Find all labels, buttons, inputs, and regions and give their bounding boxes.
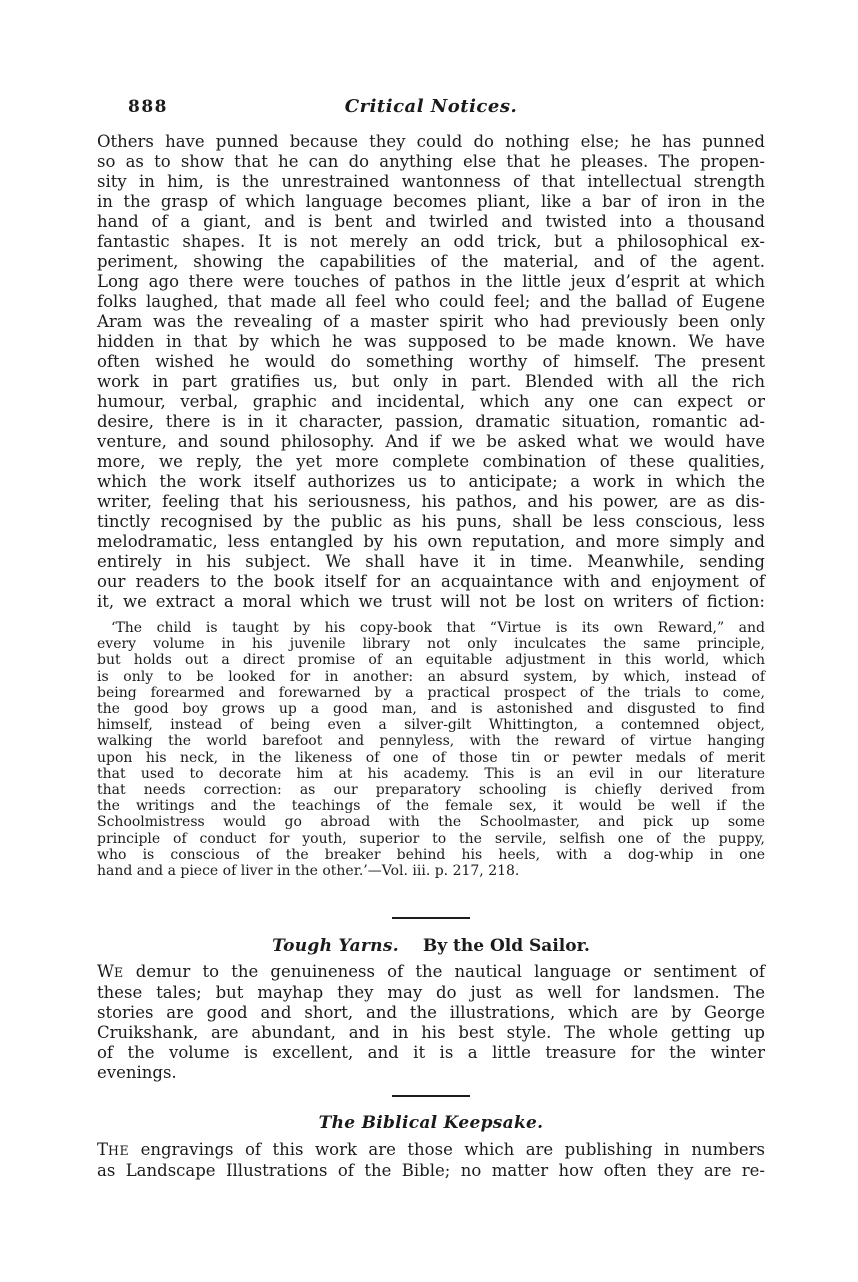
text-line: hand and a piece of liver in the other.’—Vol. iii. p. 217, 218. — [97, 863, 520, 880]
text-line: it, we extract a moral which we trust will not be lost on writers of fiction: — [97, 592, 765, 611]
text-line: evenings. — [97, 1063, 177, 1083]
running-head-title: Critical Notices. — [344, 96, 518, 117]
extract-quote — [97, 620, 765, 879]
text-line: desire, there is in it character, passion, dramatic situation, romantic ad- — [97, 412, 765, 431]
text-line: tinctly recognised by the public as his puns, shall be less conscious, less — [97, 512, 765, 531]
text-line: humour, verbal, graphic and incidental, which any one can expect or — [97, 392, 765, 411]
text-line: more, we reply, the yet more complete combination of these qualities, — [97, 452, 765, 471]
section-divider — [392, 917, 470, 919]
text-line: periment, showing the capabilities of the material, and of the agent. — [97, 252, 765, 271]
review-paragraph — [97, 132, 765, 612]
biblical-keepsake-paragraph — [97, 1140, 765, 1181]
text-line: ‘The child is taught by his copy-book that “Virtue is its own Reward,” and — [111, 620, 765, 636]
tough-yarns-title: Tough Yarns. — [272, 936, 399, 957]
text-line: himself, instead of being even a silver-gilt Whittington, a contemned object, — [97, 717, 765, 734]
text-line: Schoolmistress would go abroad with the Schoolmaster, and pick up some — [97, 814, 765, 831]
text-line: work in part gratifies us, but only in part. Blended with all the rich — [97, 372, 765, 391]
text-line: so as to show that he can do anything else that he pleases. The propen- — [97, 152, 765, 171]
text-line: writer, feeling that his seriousness, his pathos, and his power, are as dis- — [97, 492, 765, 511]
text-line: principle of conduct for youth, superior to the servile, selfish one of the puppy, — [97, 830, 765, 847]
text-line: is only to be looked for in another: an absurd system, by which, instead of — [97, 668, 765, 685]
text-line: often wished he would do something worthy of himself. The present — [97, 352, 765, 371]
text-line: hand of a giant, and is bent and twirled and twisted into a thousand — [97, 212, 765, 231]
text-line: of the volume is excellent, and it is a little treasure for the winter — [97, 1043, 765, 1063]
text-line: every volume in his juvenile library not only inculcates the same principle, — [97, 636, 765, 653]
text-line: being forearmed and forewarned by a practical prospect of the trials to come, — [97, 684, 765, 701]
text-line: venture, and sound philosophy. And if we be asked what we would have — [97, 432, 765, 451]
text-line: Others have punned because they could do nothing else; he has punned — [97, 132, 765, 151]
biblical-keepsake-heading: The Biblical Keepsake. — [318, 1113, 544, 1134]
text-line: but holds out a direct promise of an equitable adjustment in this world, which — [97, 652, 765, 669]
text-line: folks laughed, that made all feel who could feel; and the ballad of Eugene — [97, 292, 765, 311]
tough-yarns-byline: By the Old Sailor. — [422, 936, 590, 957]
text-line: who is conscious of the breaker behind his heels, with a dog-whip in one — [97, 846, 765, 863]
text-line: as Landscape Illustrations of the Bible; no matter how often they are re- — [97, 1161, 765, 1181]
text-line: that needs correction: as our preparatory schooling is chiefly derived from — [97, 782, 765, 799]
small-caps-lead: E — [113, 965, 124, 981]
text-line: these tales; but mayhap they may do just as well for landsmen. The — [97, 983, 765, 1003]
text-line: hidden in that by which he was supposed to be made known. We have — [97, 332, 765, 351]
text-line: in the grasp of which language becomes pliant, like a bar of iron in the — [97, 192, 765, 211]
text-line: the good boy grows up a good man, and is astonished and disgusted to find — [97, 701, 765, 718]
text-line: entirely in his subject. We shall have it in time. Meanwhile, sending — [97, 552, 765, 571]
text-line: upon his neck, in the likeness of one of those tin or pewter medals of merit — [97, 749, 765, 766]
text-line: stories are good and short, and the illustrations, which are by George — [97, 1003, 765, 1023]
running-head — [97, 96, 765, 118]
text-line: Long ago there were touches of pathos in the little jeux d’esprit at which — [97, 272, 765, 291]
text-line: Aram was the revealing of a master spirit who had previously been only — [97, 312, 765, 331]
text-line: fantastic shapes. It is not merely an odd trick, but a philosophical ex- — [97, 232, 765, 251]
tough-yarns-heading — [97, 936, 765, 956]
text-line: melodramatic, less entangled by his own reputation, and more simply and — [97, 532, 765, 551]
section-divider — [392, 1095, 470, 1097]
text-line: walking the world barefoot and pennyless, with the reward of virtue hanging — [97, 733, 765, 750]
text-line: WE demur to the genuineness of the nautical language or sentiment of — [97, 962, 765, 982]
text-line: that used to decorate him at his academy. This is an evil in our literature — [97, 765, 765, 782]
text-line: the writings and the teachings of the female sex, it would be well if the — [97, 798, 765, 815]
text-line: Cruikshank, are abundant, and in his best style. The whole getting up — [97, 1023, 765, 1043]
page-number: 888 — [128, 97, 168, 117]
text-line: THE engravings of this work are those which are publishing in numbers — [97, 1140, 765, 1160]
small-caps-lead: HE — [108, 1143, 130, 1159]
text-line: our readers to the book itself for an acquaintance with and enjoyment of — [97, 572, 765, 591]
text-line: which the work itself authorizes us to anticipate; a work in which the — [97, 472, 765, 491]
text-line: sity in him, is the unrestrained wantonness of that intellectual strength — [97, 172, 765, 191]
tough-yarns-paragraph — [97, 962, 765, 1083]
